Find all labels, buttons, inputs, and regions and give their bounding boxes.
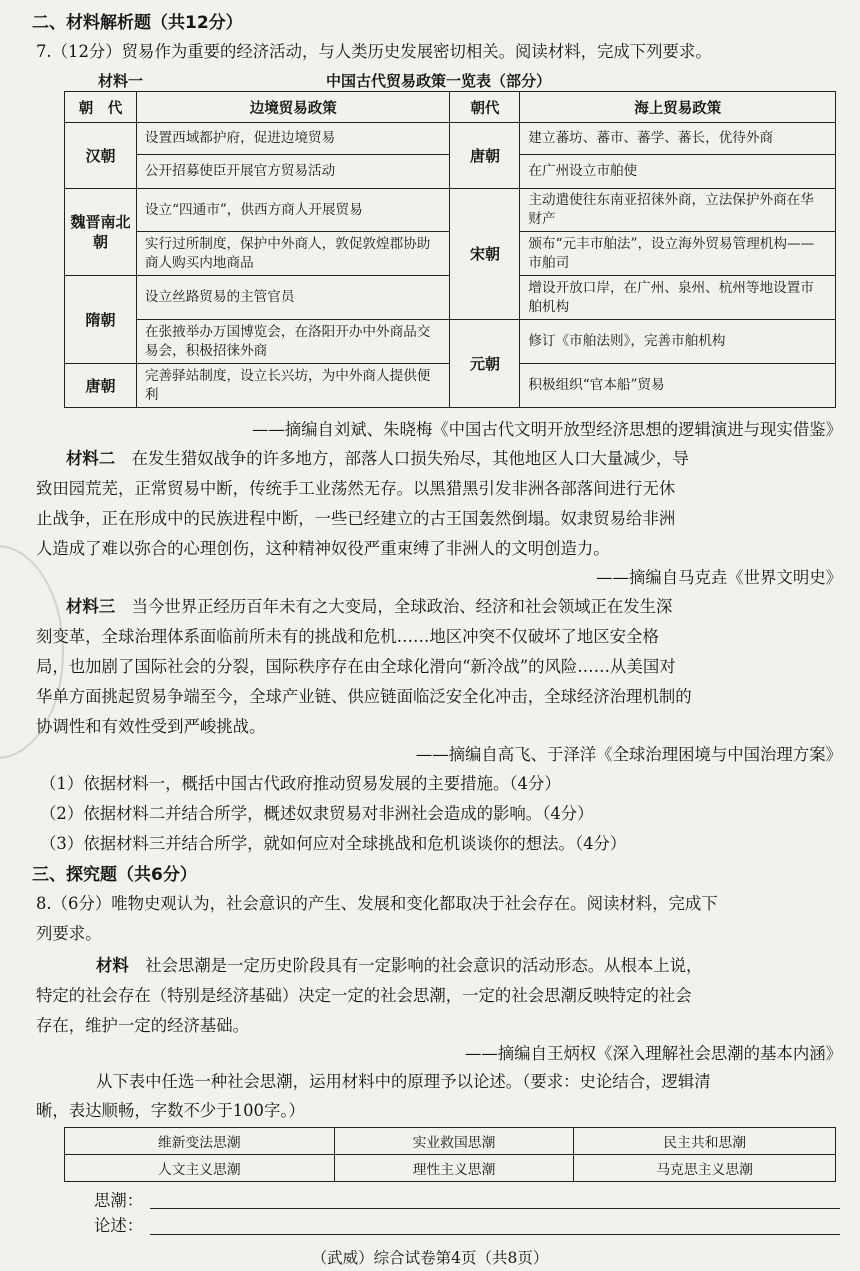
paragraph-line: 当今世界正经历百年未有之大变局，全球政治、经济和社会领域正在发生深 xyxy=(131,597,673,616)
paragraph-line: 致田园荒芜，正常贸易中断，传统手工业荡然无存。以黑猎黑引发非洲各部落间进行无休 xyxy=(36,479,676,498)
question-2: （2）依据材料二并结合所学，概述奴隶贸易对非洲社会造成的影响。（4分） xyxy=(40,804,594,823)
header-dynasty-right: 朝代 xyxy=(450,92,520,123)
paragraph-line: 特定的社会存在（特别是经济基础）决定一定的社会思潮，一定的社会思潮反映特定的社会 xyxy=(36,986,692,1005)
page-footer: （武威）综合试卷第4页（共8页） xyxy=(311,1249,549,1267)
table-cell: 在广州设立市舶使 xyxy=(520,155,836,189)
source-3: ——摘编自高飞、于泽洋《全球治理困境与中国治理方案》 xyxy=(415,745,842,764)
answer-label-thought: 思潮： xyxy=(94,1191,144,1210)
section3-heading: 三、探究题（共6分） xyxy=(32,865,197,885)
dynasty-sui: 隋朝 xyxy=(65,276,137,364)
thought-cell: 维新变法思潮 xyxy=(65,1128,335,1155)
task-line: 晰，表达顺畅，字数不少于100字。） xyxy=(36,1101,305,1120)
q7-stem: 7.（12分）贸易作为重要的经济活动，与人类历史发展密切相关。阅读材料，完成下列要求。 xyxy=(36,42,712,61)
table-cell: 主动遣使往东南亚招徕外商，立法保护外商在华财产 xyxy=(520,189,836,232)
paragraph-line: 局，也加剧了国际社会的分裂，国际秩序存在由全球化滑向“新冷战”的风险……从美国对 xyxy=(36,657,676,676)
table-cell: 建立蕃坊、蕃市、蕃学、蕃长，优待外商 xyxy=(520,123,836,155)
q8-stem-line: 列要求。 xyxy=(36,924,102,943)
thought-cell: 实业救国思潮 xyxy=(334,1128,574,1155)
dynasty-tang-border: 唐朝 xyxy=(65,364,137,408)
dynasty-yuan: 元朝 xyxy=(450,320,520,408)
material2-label: 材料二 xyxy=(66,449,116,468)
table-title: 中国古代贸易政策一览表（部分） xyxy=(326,72,552,90)
paragraph-line: 存在，维护一定的经济基础。 xyxy=(36,1016,250,1035)
thought-cell: 马克思主义思潮 xyxy=(574,1155,836,1182)
table-cell: 公开招募使臣开展官方贸易活动 xyxy=(136,155,450,189)
question-1: （1）依据材料一，概括中国古代政府推动贸易发展的主要措施。（4分） xyxy=(40,774,561,793)
material3-first-line xyxy=(66,593,672,617)
header-border-trade: 边境贸易政策 xyxy=(136,92,450,123)
paragraph-line: 在发生猎奴战争的许多地方，部落人口损失殆尽，其他地区人口大量减少，导 xyxy=(131,449,689,468)
paragraph-line: 人造成了难以弥合的心理创伤，这种精神奴役严重束缚了非洲人的文明创造力。 xyxy=(36,539,610,558)
dynasty-song: 宋朝 xyxy=(450,189,520,320)
table-cell: 设置西域都护府，促进边境贸易 xyxy=(136,123,450,155)
source-2: ——摘编自马克垚《世界文明史》 xyxy=(596,568,842,587)
thought-cell: 人文主义思潮 xyxy=(65,1155,335,1182)
dynasty-weijin: 魏晋南北朝 xyxy=(65,189,137,276)
table-cell: 在张掖举办万国博览会，在洛阳开办中外商品交易会，积极招徕外商 xyxy=(136,320,450,364)
answer-label-argument: 论述： xyxy=(94,1216,144,1235)
section2-heading: 二、材料解析题（共12分） xyxy=(32,13,243,33)
table-cell: 修订《市舶法则》，完善市舶机构 xyxy=(520,320,836,364)
trade-policy-table xyxy=(64,91,836,408)
paragraph-line: 华单方面挑起贸易争端至今，全球产业链、供应链面临泛安全化冲击，全球经济治理机制的 xyxy=(36,687,692,706)
material2-first-line xyxy=(66,445,689,469)
dynasty-han: 汉朝 xyxy=(65,123,137,189)
answer-line-thought[interactable] xyxy=(150,1208,840,1209)
table-cell: 积极组织“官本船”贸易 xyxy=(520,364,836,408)
table-cell: 实行过所制度，保护中外商人，敦促敦煌郡协助商人购买内地商品 xyxy=(136,232,450,276)
task-line: 从下表中任选一种社会思潮，运用材料中的原理予以论述。（要求：史论结合，逻辑清 xyxy=(96,1072,711,1091)
thought-cell: 理性主义思潮 xyxy=(334,1155,574,1182)
table-cell: 设立丝路贸易的主管官员 xyxy=(136,276,450,320)
answer-line-argument[interactable] xyxy=(150,1234,840,1235)
paragraph-line: 刻变革，全球治理体系面临前所未有的挑战和危机……地区冲突不仅破坏了地区安全格 xyxy=(36,627,659,646)
source-4: ——摘编自王炳权《深入理解社会思潮的基本内涵》 xyxy=(465,1044,842,1063)
dynasty-tang-sea: 唐朝 xyxy=(450,123,520,189)
table-cell: 完善驿站制度，设立长兴坊，为中外商人提供便利 xyxy=(136,364,450,408)
q8-material-first-line xyxy=(96,952,702,976)
paragraph-line: 止战争，正在形成中的民族进程中断，一些已经建立的古王国轰然倒塌。奴隶贸易给非洲 xyxy=(36,509,676,528)
header-sea-trade: 海上贸易政策 xyxy=(520,92,836,123)
table-cell: 增设开放口岸，在广州、泉州、杭州等地设置市舶机构 xyxy=(520,276,836,320)
q8-stem-line: 8.（6分）唯物史观认为，社会意识的产生、发展和变化都取决于社会存在。阅读材料，完成下 xyxy=(36,894,718,913)
paragraph-line: 协调性和有效性受到严峻挑战。 xyxy=(36,717,266,736)
table-cell: 颁布“元丰市舶法”，设立海外贸易管理机构——市舶司 xyxy=(520,232,836,276)
table-cell: 设立“四通市”，供西方商人开展贸易 xyxy=(136,189,450,232)
thought-table xyxy=(64,1127,836,1182)
q8-material-label: 材料 xyxy=(96,956,129,975)
source-1: ——摘编自刘斌、朱晓梅《中国古代文明开放型经济思想的逻辑演进与现实借鉴》 xyxy=(251,420,842,439)
paragraph-line: 社会思潮是一定历史阶段具有一定影响的社会意识的活动形态。从根本上说， xyxy=(145,956,703,975)
header-dynasty-left: 朝 代 xyxy=(65,92,137,123)
material3-label: 材料三 xyxy=(66,597,116,616)
thought-cell: 民主共和思潮 xyxy=(574,1128,836,1155)
material1-label: 材料一 xyxy=(98,72,144,90)
question-3: （3）依据材料三并结合所学，就如何应对全球挑战和危机谈谈你的想法。（4分） xyxy=(40,834,627,853)
